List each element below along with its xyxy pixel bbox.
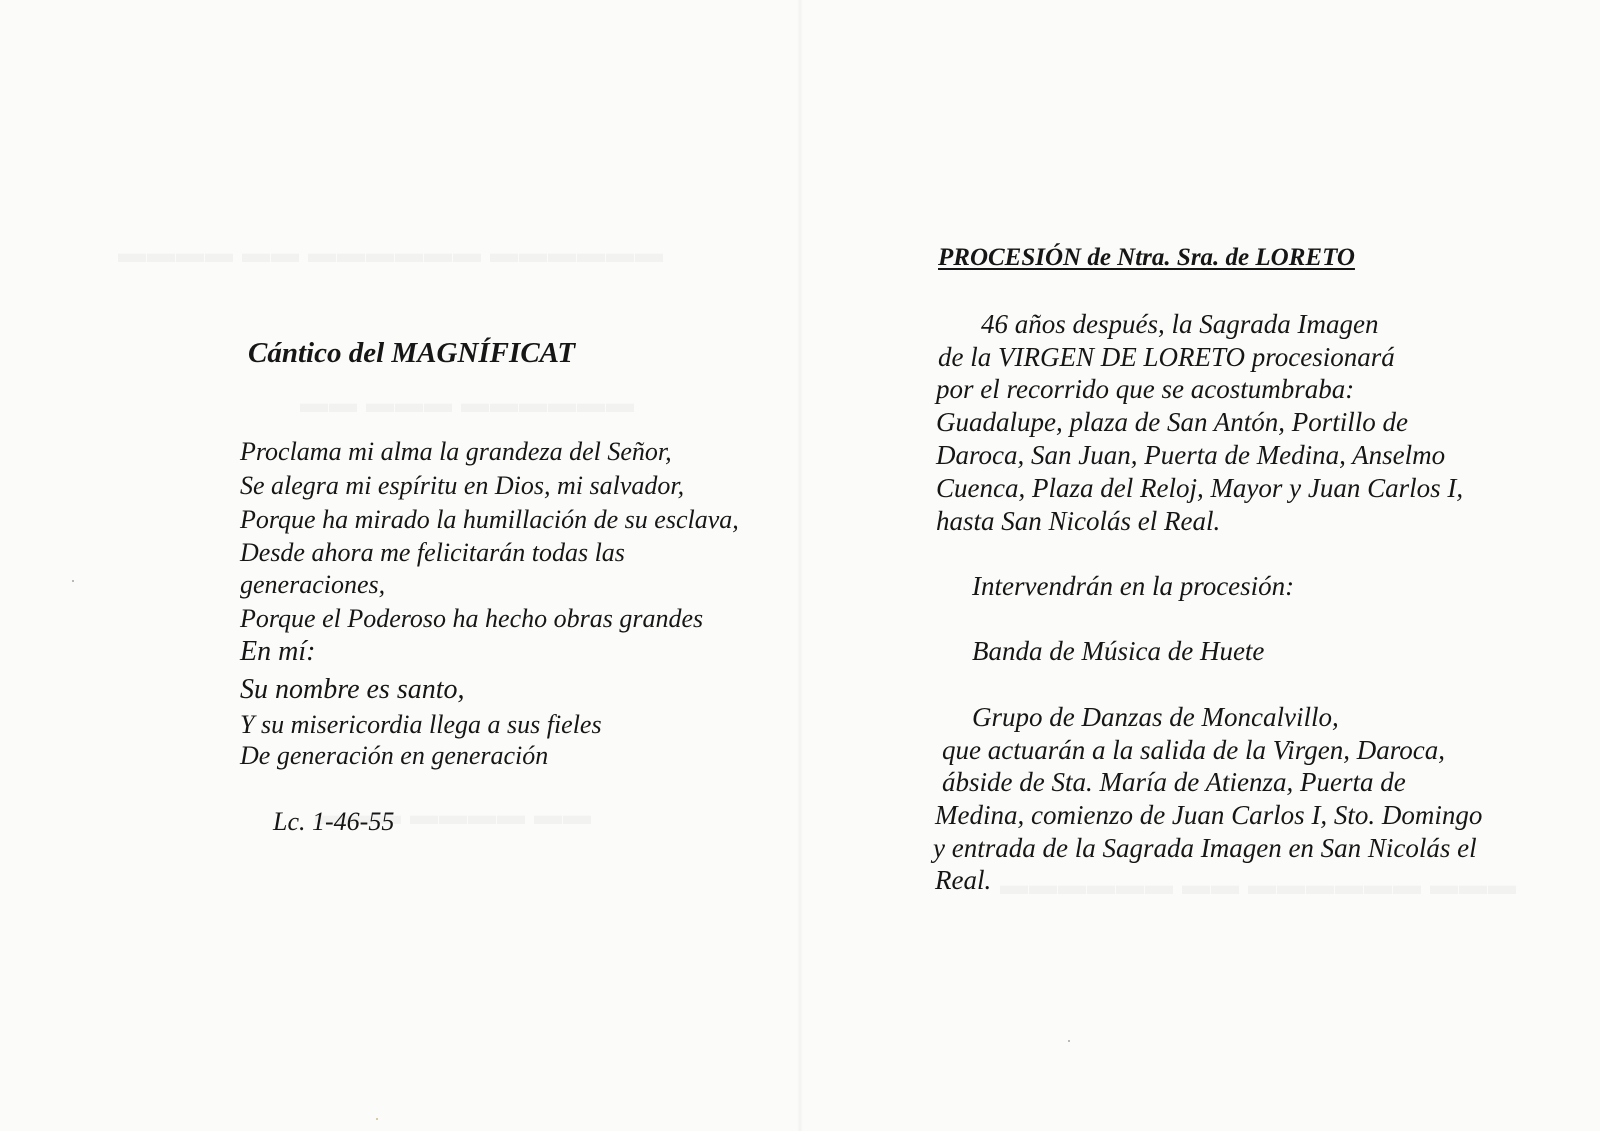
verse-line: Porque ha mirado la humillación de su esclava, [240, 505, 739, 534]
show-through-2 [300, 388, 635, 420]
paragraph-line: de la VIRGEN DE LORETO procesionará [938, 342, 1395, 372]
band-name: Banda de Música de Huete [972, 636, 1265, 666]
page-fold [797, 0, 803, 1131]
paragraph-line: 46 años después, la Sagrada Imagen [981, 309, 1379, 339]
paragraph-line: Cuenca, Plaza del Reloj, Mayor y Juan Carlos I, [936, 473, 1464, 503]
procession-title: PROCESIÓN de Ntra. Sra. de LORETO [938, 244, 1355, 271]
magnificat-title: Cántico del MAGNÍFICAT [248, 337, 576, 369]
paper-speck [72, 580, 74, 582]
paragraph-line: por el recorrido que se acostumbraba: [936, 374, 1355, 404]
verse-line: Porque el Poderoso ha hecho obras grandes [240, 604, 704, 633]
verse-line: Se alegra mi espíritu en Dios, mi salvador, [240, 471, 685, 500]
show-through-4 [1000, 870, 1517, 902]
paragraph-line: y entrada de la Sagrada Imagen en San Nicolás el [933, 833, 1477, 863]
paragraph-line: que actuarán a la salida de la Virgen, Daroca, [942, 735, 1445, 765]
scripture-citation: Lc. 1-46-55 [273, 807, 395, 836]
paragraph-line: Grupo de Danzas de Moncalvillo, [972, 702, 1339, 732]
right-page [800, 0, 1600, 1131]
paragraph-line: Daroca, San Juan, Puerta de Medina, Anselmo [936, 440, 1446, 470]
verse-line: generaciones, [240, 570, 386, 599]
participants-intro: Intervendrán en la procesión: [972, 571, 1295, 601]
paper-speck [1068, 1040, 1070, 1042]
paper-speck [376, 1118, 378, 1120]
verse-line: Su nombre es santo, [240, 674, 465, 705]
verse-line: Y su misericordia llega a sus fieles [240, 710, 602, 739]
paragraph-line: ábside de Sta. María de Atienza, Puerta de [942, 767, 1406, 797]
verse-line: De generación en generación [240, 741, 549, 770]
show-through-1 [118, 238, 664, 270]
paragraph-line: Real. [935, 865, 992, 895]
verse-line: Desde ahora me felicitarán todas las [240, 538, 625, 567]
paragraph-line: Medina, comienzo de Juan Carlos I, Sto. Domingo [935, 800, 1483, 830]
paragraph-line: hasta San Nicolás el Real. [936, 506, 1221, 536]
paragraph-line: Guadalupe, plaza de San Antón, Portillo de [936, 407, 1408, 437]
verse-line: En mí: [240, 636, 316, 667]
verse-line: Proclama mi alma la grandeza del Señor, [240, 437, 672, 466]
